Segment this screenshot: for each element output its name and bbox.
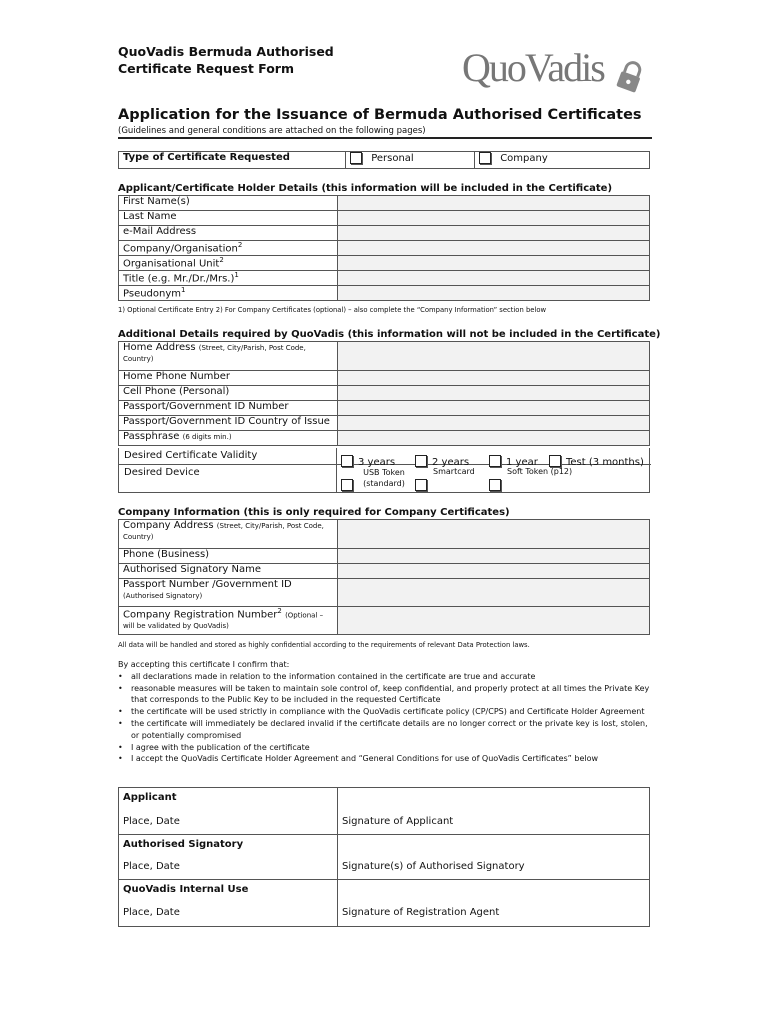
signature-row [119,900,650,927]
applicant-field-input[interactable] [338,226,650,241]
applicant-row [119,286,650,301]
applicant-field-input[interactable] [338,211,650,226]
company-checkbox[interactable] [479,152,491,164]
applicant-field-label [119,271,338,286]
additional-row [119,371,650,386]
confirmation-item: • I accept the QuoVadis Certificate Holder Agreement and “General Conditions for use of QuoVadis Certificates” below [118,753,652,765]
signature-table [118,787,650,927]
personal-label: Personal [371,153,414,164]
validity-2-years[interactable]: 2 years [415,450,469,469]
home-address-note: (Street, City/Parish, Post Code, Country) [123,344,306,363]
form-header-line2: Certificate Request Form [118,61,294,76]
device-soft-token-checkbox[interactable] [489,479,501,491]
applicant-footnote: 1) Optional Certificate Entry 2) For Company Certificates (optional) – also complete the “Company Information” section below [118,306,547,314]
additional-field-input[interactable] [338,386,650,401]
signatory-passport-label [119,579,338,607]
signatory-passport-field[interactable] [338,579,650,607]
place-date-field[interactable]: Place, Date [119,900,338,927]
signatory-name-label: Authorised Signatory Name [119,564,338,579]
company-registration-label [119,607,338,635]
device-smartcard-label: Smartcard [433,467,475,476]
certificate-type-table [118,151,650,169]
applicant-field-label [119,211,338,226]
signature-heading-spacer [338,835,650,855]
applicant-row [119,211,650,226]
company-address-label [119,520,338,549]
applicant-field-text: e-Mail Address [123,226,197,237]
padlock-icon [614,60,646,94]
company-address-note: (Street, City/Parish, Post Code, Country) [123,522,324,541]
additional-field-label: Passport/Government ID Country of Issue [119,416,338,431]
applicant-field-text: Company/Organisation [123,243,238,255]
home-address-field[interactable] [338,342,650,371]
passphrase-field[interactable] [338,431,650,446]
applicant-row [119,196,650,211]
confirmation-item: • the certificate will be used strictly in compliance with the QuoVadis certificate policy (CP/CPS) and Certificate Holder Agreement [118,706,652,718]
device-soft-token-label: Soft Token (p12) [507,467,573,476]
form-header-line1: QuoVadis Bermuda Authorised [118,44,334,59]
signature-heading: Authorised Signatory [119,835,338,855]
validity-test[interactable]: Test (3 months) [549,450,644,469]
additional-row [119,386,650,401]
validity-3-years-checkbox[interactable] [341,455,353,467]
additional-field-input[interactable] [338,371,650,386]
device-usb-checkbox[interactable] [341,479,353,491]
applicant-row [119,256,650,271]
signatory-name-field[interactable] [338,564,650,579]
additional-row [119,416,650,431]
applicant-field-label [119,256,338,271]
personal-checkbox[interactable] [350,152,362,164]
signature-heading-spacer [338,788,650,810]
applicant-row [119,226,650,241]
validity-label: Desired Certificate Validity [124,450,258,461]
applicant-field-footnote-ref: 1 [234,271,239,279]
company-registration-text: Company Registration Number [123,609,278,621]
place-date-field[interactable]: Place, Date [119,855,338,880]
applicant-field-label [119,196,338,211]
additional-field-label: Cell Phone (Personal) [119,386,338,401]
confirmation-intro: By accepting this certificate I confirm that: [118,660,290,669]
quovadis-logo [462,44,652,94]
validity-2-years-checkbox[interactable] [415,455,427,467]
company-label: Company [500,153,548,164]
validity-test-checkbox[interactable] [549,455,561,467]
additional-table [118,341,650,446]
additional-row [119,401,650,416]
data-protection-note: All data will be handled and stored as highly confidential according to the requirements of relevant Data Protection laws. [118,641,530,649]
confirmation-list [118,671,652,765]
confirmation-item: • the certificate will immediately be declared invalid if the certificate details are no longer correct or the private key is lost, stolen, or potentially compromised [118,718,652,742]
signature-heading-spacer [338,880,650,900]
logo-text: QuoVadis [462,45,604,90]
applicant-field-text: First Name(s) [123,196,190,207]
validity-device-block [118,448,650,493]
passphrase-note: (6 digits min.) [182,433,232,441]
applicant-row [119,271,650,286]
device-smartcard-checkbox-wrap[interactable] [415,474,427,493]
business-phone-field[interactable] [338,549,650,564]
validity-1-year[interactable]: 1 year [489,450,538,469]
signature-heading: Applicant [119,788,338,810]
validity-3-years[interactable]: 3 years [341,450,395,469]
company-registration-note: (Optional – will be validated by QuoVadis) [123,611,324,631]
signature-field[interactable]: Signature of Registration Agent [338,900,650,927]
signature-heading-row [119,835,650,855]
applicant-field-label [119,286,338,301]
business-phone-label: Phone (Business) [119,549,338,564]
signature-field[interactable]: Signature(s) of Authorised Signatory [338,855,650,880]
applicant-field-label [119,241,338,256]
certificate-type-label: Type of Certificate Requested [119,152,346,169]
signatory-passport-text: Passport Number /Government ID [123,579,292,590]
confirmation-item: • I agree with the publication of the certificate [118,742,652,754]
device-soft-token-checkbox-wrap[interactable] [489,474,501,493]
additional-field-label: Passport/Government ID Number [119,401,338,416]
applicant-heading: Applicant/Certificate Holder Details (this information will be included in the Certificate) [118,183,613,194]
company-registration-field[interactable] [338,607,650,635]
device-label: Desired Device [124,467,200,478]
applicant-field-footnote-ref: 1 [181,286,186,294]
device-smartcard-checkbox[interactable] [415,479,427,491]
applicant-field-input[interactable] [338,256,650,271]
applicant-field-input[interactable] [338,241,650,256]
confirmation-item: • all declarations made in relation to the information contained in the certificate are true and accurate [118,671,652,683]
applicant-table [118,195,650,301]
applicant-field-input[interactable] [338,271,650,286]
validity-1-year-checkbox[interactable] [489,455,501,467]
place-date-field[interactable]: Place, Date [119,810,338,835]
passphrase-label [119,431,338,446]
additional-field-label: Home Phone Number [119,371,338,386]
signature-heading-row [119,788,650,810]
additional-field-input[interactable] [338,416,650,431]
home-address-label [119,342,338,371]
applicant-field-label [119,226,338,241]
personal-option[interactable] [346,152,475,169]
signature-heading: QuoVadis Internal Use [119,880,338,900]
applicant-field-footnote-ref: 2 [237,241,243,249]
company-table [118,519,650,635]
company-address-text: Company Address [123,520,214,531]
applicant-field-text: Pseudonym [123,288,182,300]
signature-row [119,810,650,835]
company-address-field[interactable] [338,520,650,549]
title-rule [118,137,652,139]
document-title: Application for the Issuance of Bermuda Authorised Certificates [118,107,642,123]
signatory-passport-note: (Authorised Signatory) [123,592,203,600]
document-subtitle: (Guidelines and general conditions are attached on the following pages) [118,126,426,136]
confirmation-section [118,659,652,765]
applicant-field-input[interactable] [338,286,650,301]
applicant-field-input[interactable] [338,196,650,211]
device-usb-label: USB Token (standard) [363,468,405,488]
applicant-field-footnote-ref: 2 [219,256,224,264]
additional-field-input[interactable] [338,401,650,416]
applicant-field-text: Last Name [123,211,177,222]
signature-heading-row [119,880,650,900]
passphrase-text: Passphrase [123,431,180,442]
signature-field[interactable]: Signature of Applicant [338,810,650,835]
device-usb-checkbox-wrap[interactable] [341,474,353,493]
signature-row [119,855,650,880]
applicant-field-text: Organisational Unit [123,258,220,270]
applicant-row [119,241,650,256]
home-address-text: Home Address [123,342,196,353]
additional-heading: Additional Details required by QuoVadis (this information will not be included in the Certificate) [118,329,661,340]
company-registration-sup: 2 [277,607,282,615]
applicant-field-text: Title (e.g. Mr./Dr./Mrs.) [123,273,235,285]
confirmation-item: • reasonable measures will be taken to maintain sole control of, keep confidential, and properly protect at all times the Private Key that corresponds to the Public Key to be included in the requested Certificate [118,683,652,707]
company-heading: Company Information (this is only required for Company Certificates) [118,507,510,518]
company-option[interactable] [475,152,650,169]
